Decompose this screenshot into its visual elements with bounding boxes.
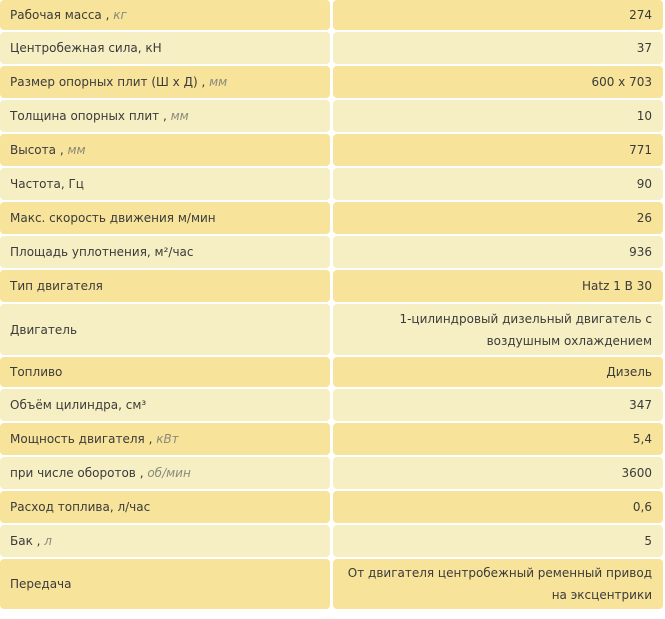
table-row [0, 457, 665, 489]
spec-value: 3600 [333, 457, 663, 489]
table-row [0, 100, 665, 132]
spec-label: Макс. скорость движения м/мин [0, 202, 330, 234]
spec-value: 5,4 [333, 423, 663, 455]
spec-value: 600 х 703 [333, 66, 663, 98]
table-row [0, 168, 665, 200]
spec-unit: л [44, 534, 52, 548]
spec-value: Hatz 1 B 30 [333, 270, 663, 302]
table-row [0, 304, 665, 355]
table-row [0, 423, 665, 455]
spec-label: Тип двигателя [0, 270, 330, 302]
spec-value: 5 [333, 525, 663, 557]
spec-label: Размер опорных плит (Ш х Д) , мм [0, 66, 330, 98]
spec-unit: мм [170, 109, 189, 123]
spec-label: Центробежная сила, кН [0, 32, 330, 64]
spec-label: Бак , л [0, 525, 330, 557]
spec-label: Расход топлива, л/час [0, 491, 330, 523]
spec-label: Площадь уплотнения, м²/час [0, 236, 330, 268]
spec-value: 936 [333, 236, 663, 268]
table-row [0, 525, 665, 557]
table-row [0, 32, 665, 64]
spec-value: 26 [333, 202, 663, 234]
table-row [0, 0, 665, 30]
spec-label: Топливо [0, 357, 330, 387]
table-row [0, 491, 665, 523]
table-row [0, 236, 665, 268]
table-row [0, 270, 665, 302]
spec-label: Объём цилиндра, см³ [0, 389, 330, 421]
spec-unit: мм [209, 75, 228, 89]
spec-label: Высота , мм [0, 134, 330, 166]
spec-label: Частота, Гц [0, 168, 330, 200]
spec-value: 771 [333, 134, 663, 166]
spec-label: Передача [0, 559, 330, 609]
table-row [0, 389, 665, 421]
spec-value: 10 [333, 100, 663, 132]
spec-label: Двигатель [0, 304, 330, 355]
spec-value: 37 [333, 32, 663, 64]
spec-unit: мм [67, 143, 86, 157]
table-row [0, 357, 665, 387]
spec-unit: об/мин [147, 466, 191, 480]
table-row [0, 134, 665, 166]
spec-label: Толщина опорных плит , мм [0, 100, 330, 132]
spec-value: От двигателя центробежный ременный привод на эксцентрики [333, 559, 663, 609]
spec-value: Дизель [333, 357, 663, 387]
spec-label: Мощность двигателя , кВт [0, 423, 330, 455]
table-row [0, 202, 665, 234]
spec-label: при числе оборотов , об/мин [0, 457, 330, 489]
spec-value: 0,6 [333, 491, 663, 523]
table-row [0, 559, 665, 609]
spec-value: 274 [333, 0, 663, 30]
spec-label: Рабочая масса , кг [0, 0, 330, 30]
spec-unit: кВт [156, 432, 179, 446]
spec-unit: кг [113, 8, 127, 22]
spec-value: 347 [333, 389, 663, 421]
table-row [0, 66, 665, 98]
spec-value: 1-цилиндровый дизельный двигатель с воздушным охлаждением [333, 304, 663, 355]
spec-value: 90 [333, 168, 663, 200]
